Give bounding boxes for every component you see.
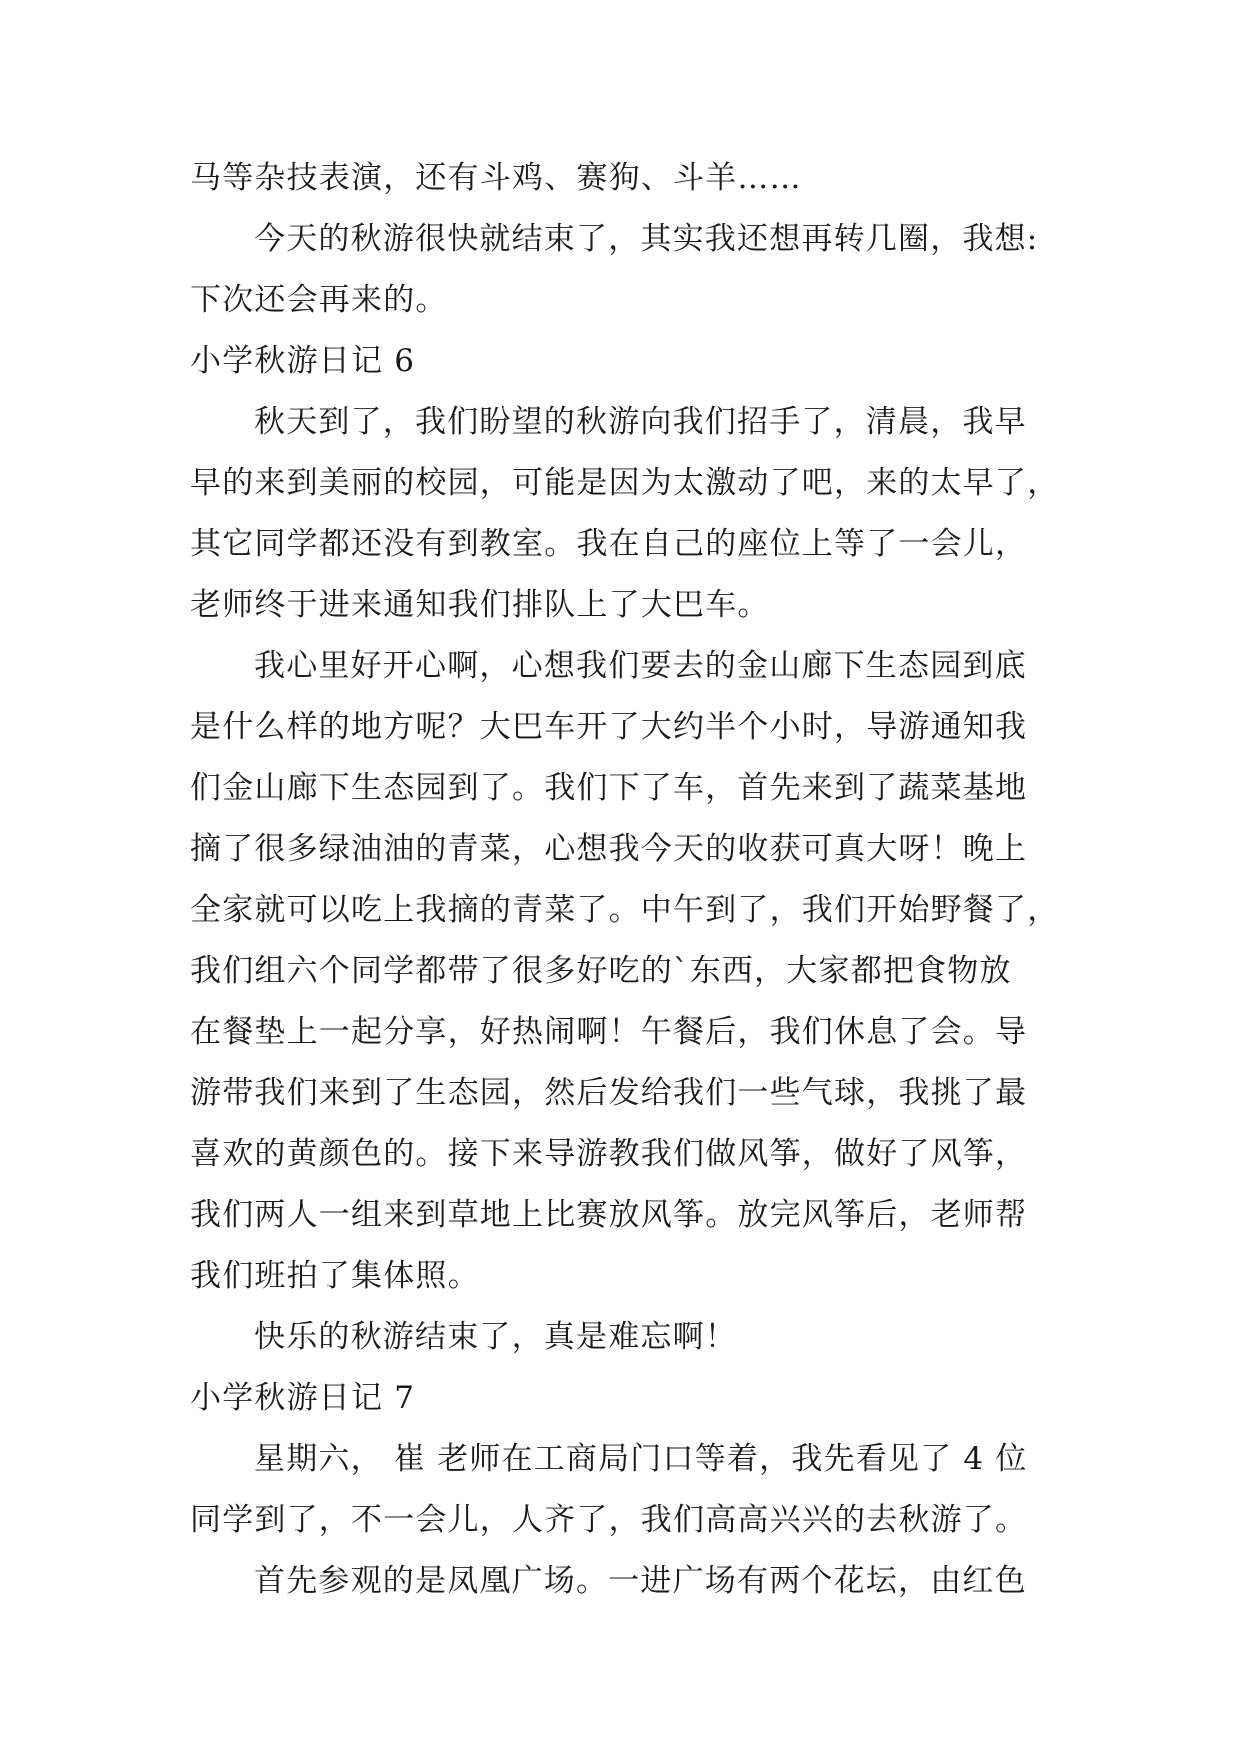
text-line: 快乐的秋游结束了，真是难忘啊！ [254, 1319, 737, 1355]
text-line: 全家就可以吃上我摘的青菜了。中午到了，我们开始野餐了， [190, 892, 1060, 928]
text-line: 游带我们来到了生态园，然后发给我们一些气球，我挑了最 [190, 1075, 1028, 1111]
text-line: 是什么样的地方呢？大巴车开了大约半个小时，导游通知我 [190, 709, 1028, 745]
text-line: 们金山廊下生态园到了。我们下了车，首先来到了蔬菜基地 [190, 770, 1028, 806]
section-heading: 小学秋游日记 7 [190, 1380, 416, 1416]
text-line: 秋天到了，我们盼望的秋游向我们招手了，清晨，我早 [254, 404, 1027, 440]
text-line: 马等杂技表演，还有斗鸡、赛狗、斗羊…… [190, 160, 802, 196]
text-line: 早的来到美丽的校园，可能是因为太激动了吧，来的太早了， [190, 465, 1060, 501]
text-line: 下次还会再来的。 [190, 282, 448, 318]
text-line: 我们组六个同学都带了很多好吃的`东西，大家都把食物放 [190, 953, 1012, 989]
document-body [190, 148, 1060, 1612]
text-line: 喜欢的黄颜色的。接下来导游教我们做风筝，做好了风筝， [190, 1136, 1028, 1172]
text-line: 我心里好开心啊，心想我们要去的金山廊下生态园到底 [254, 648, 1027, 684]
text-line: 我们两人一组来到草地上比赛放风筝。放完风筝后，老师帮 [190, 1197, 1028, 1233]
text-line: 首先参观的是凤凰广场。一进广场有两个花坛，由红色 [254, 1563, 1027, 1599]
text-line: 我们班拍了集体照。 [190, 1258, 480, 1294]
text-line: 星期六， 崔 老师在工商局门口等着，我先看见了 4 位 [254, 1441, 1028, 1477]
text-line: 其它同学都还没有到教室。我在自己的座位上等了一会儿， [190, 526, 1028, 562]
text-line: 摘了很多绿油油的青菜，心想我今天的收获可真大呀！晚上 [190, 831, 1028, 867]
text-line: 同学到了，不一会儿，人齐了，我们高高兴兴的去秋游了。 [190, 1502, 1028, 1538]
text-line: 老师终于进来通知我们排队上了大巴车。 [190, 587, 770, 623]
text-line: 在餐垫上一起分享，好热闹啊！午餐后，我们休息了会。导 [190, 1014, 1028, 1050]
text-line: 今天的秋游很快就结束了，其实我还想再转几圈，我想: [254, 221, 1039, 257]
section-heading: 小学秋游日记 6 [190, 343, 416, 379]
